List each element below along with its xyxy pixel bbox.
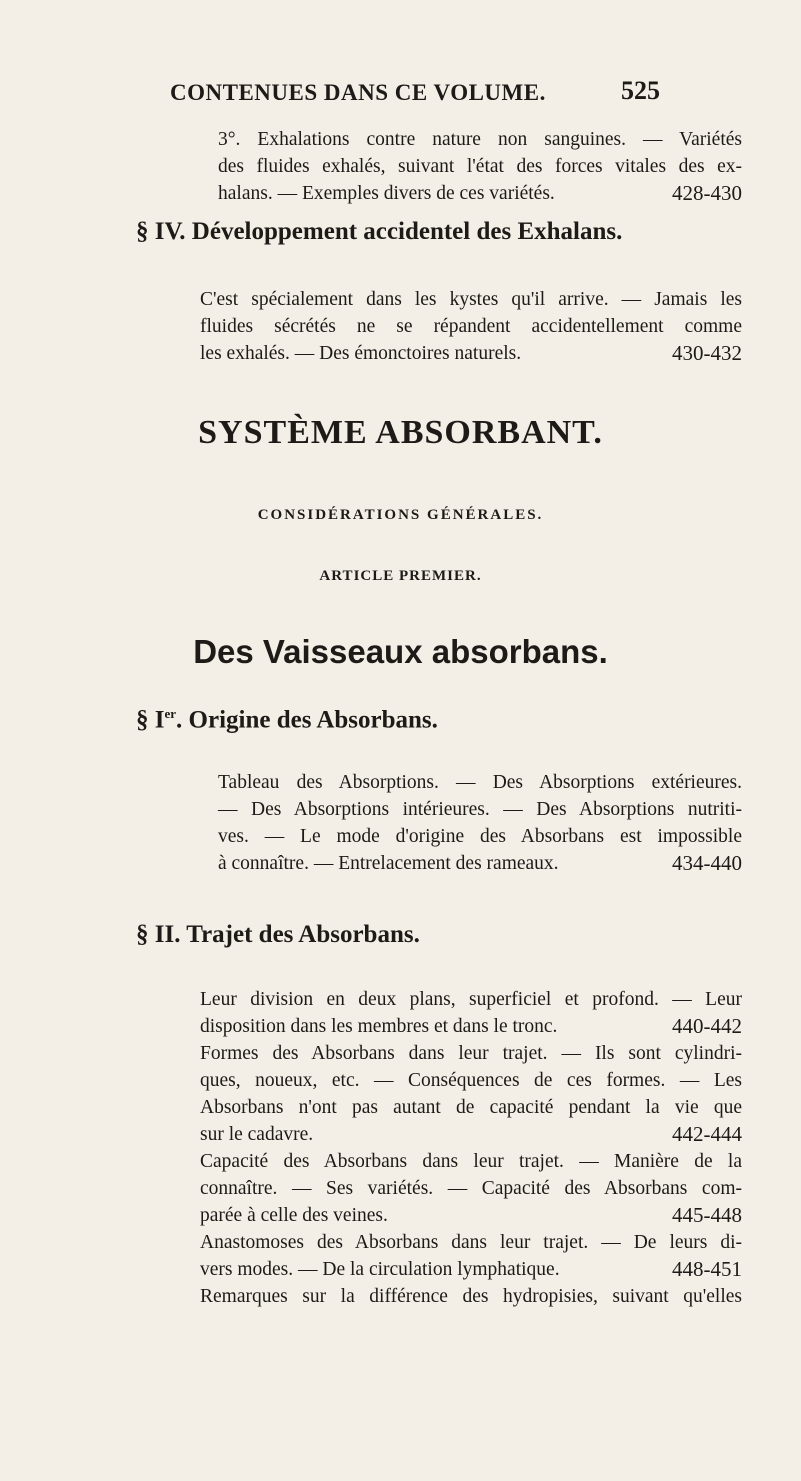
text-line: ves. — Le mode d'origine des Absorbans est impossible <box>218 826 742 847</box>
entry-capacite <box>200 1148 742 1229</box>
section-heading-iv: § IV. Développement accidentel des Exhalans. <box>136 218 623 245</box>
section-prefix: § I <box>136 706 165 734</box>
considerations-heading: CONSIDÉRATIONS GÉNÉRALES. <box>257 507 544 523</box>
page-reference: 434-440 <box>672 851 742 875</box>
text-line: Leur division en deux plans, superficiel et profond. — Leur <box>200 989 742 1010</box>
section-heading-ii: § II. Trajet des Absorbans. <box>136 921 420 948</box>
text-line-with-ref <box>218 850 742 877</box>
text-line: vers modes. — De la circulation lymphatique. <box>200 1259 560 1280</box>
text-line: des fluides exhalés, suivant l'état des forces vitales des ex- <box>218 156 742 177</box>
section-title: . Origine des Absorbans. <box>176 706 438 734</box>
running-title: CONTENUES DANS CE VOLUME. <box>170 80 546 105</box>
article-title: Des Vaisseaux absorbans. <box>193 633 608 670</box>
text-line: Tableau des Absorptions. — Des Absorptions extérieures. <box>218 772 742 793</box>
system-title: SYSTÈME ABSORBANT. <box>198 414 603 451</box>
page-number: 525 <box>621 76 660 105</box>
entry-anastomoses <box>200 1229 742 1283</box>
text-line-with-ref <box>200 1256 742 1283</box>
text-line: Remarques sur la différence des hydropisies, suivant qu'elles <box>200 1286 742 1307</box>
text-line: disposition dans les membres et dans le tronc. <box>200 1016 558 1037</box>
paragraph-exhalations <box>218 126 742 207</box>
text-line-with-ref <box>218 180 742 207</box>
page-reference: 445-448 <box>672 1203 742 1227</box>
page-reference: 428-430 <box>672 181 742 205</box>
page-reference: 448-451 <box>672 1257 742 1281</box>
text-line: sur le cadavre. <box>200 1124 314 1145</box>
text-line: 3°. Exhalations contre nature non sanguines. — Variétés <box>218 129 742 150</box>
text-line-with-ref <box>200 1013 742 1040</box>
text-line: — Des Absorptions intérieures. — Des Absorptions nutriti- <box>218 799 742 820</box>
text-line: Absorbans n'ont pas autant de capacité pendant la vie que <box>200 1097 742 1118</box>
article-heading: ARTICLE PREMIER. <box>319 568 482 584</box>
page-reference: 440-442 <box>672 1014 742 1038</box>
entry-division <box>200 986 742 1040</box>
page-reference: 442-444 <box>672 1122 742 1146</box>
entry-formes <box>200 1040 742 1148</box>
text-line: ques, noueux, etc. — Conséquences de ces formes. — Les <box>200 1070 742 1091</box>
text-line: fluides sécrétés ne se répandent accidentellement comme <box>200 316 742 337</box>
entry-remarques <box>200 1283 742 1310</box>
section-sup: er <box>164 706 177 721</box>
text-line-with-ref <box>200 1121 742 1148</box>
paragraph-absorptions <box>218 769 742 877</box>
section-heading-i <box>136 706 438 734</box>
running-head <box>140 76 660 114</box>
paragraph-kystes <box>200 286 742 367</box>
text-line: Formes des Absorbans dans leur trajet. — Ils sont cylindri- <box>200 1043 742 1064</box>
text-line: les exhalés. — Des émonctoires naturels. <box>200 343 522 364</box>
text-line: connaître. — Ses variétés. — Capacité des Absorbans com- <box>200 1178 742 1199</box>
text-line: Capacité des Absorbans dans leur trajet. — Manière de la <box>200 1151 742 1172</box>
text-line: parée à celle des veines. <box>200 1205 388 1226</box>
text-line-with-ref <box>200 340 742 367</box>
text-line: à connaître. — Entrelacement des rameaux. <box>218 853 559 874</box>
text-line: halans. — Exemples divers de ces variétés. <box>218 183 555 204</box>
text-line-with-ref <box>200 1202 742 1229</box>
text-line: C'est spécialement dans les kystes qu'il arrive. — Jamais les <box>200 289 742 310</box>
page-reference: 430-432 <box>672 341 742 365</box>
text-line: Anastomoses des Absorbans dans leur trajet. — De leurs di- <box>200 1232 742 1253</box>
